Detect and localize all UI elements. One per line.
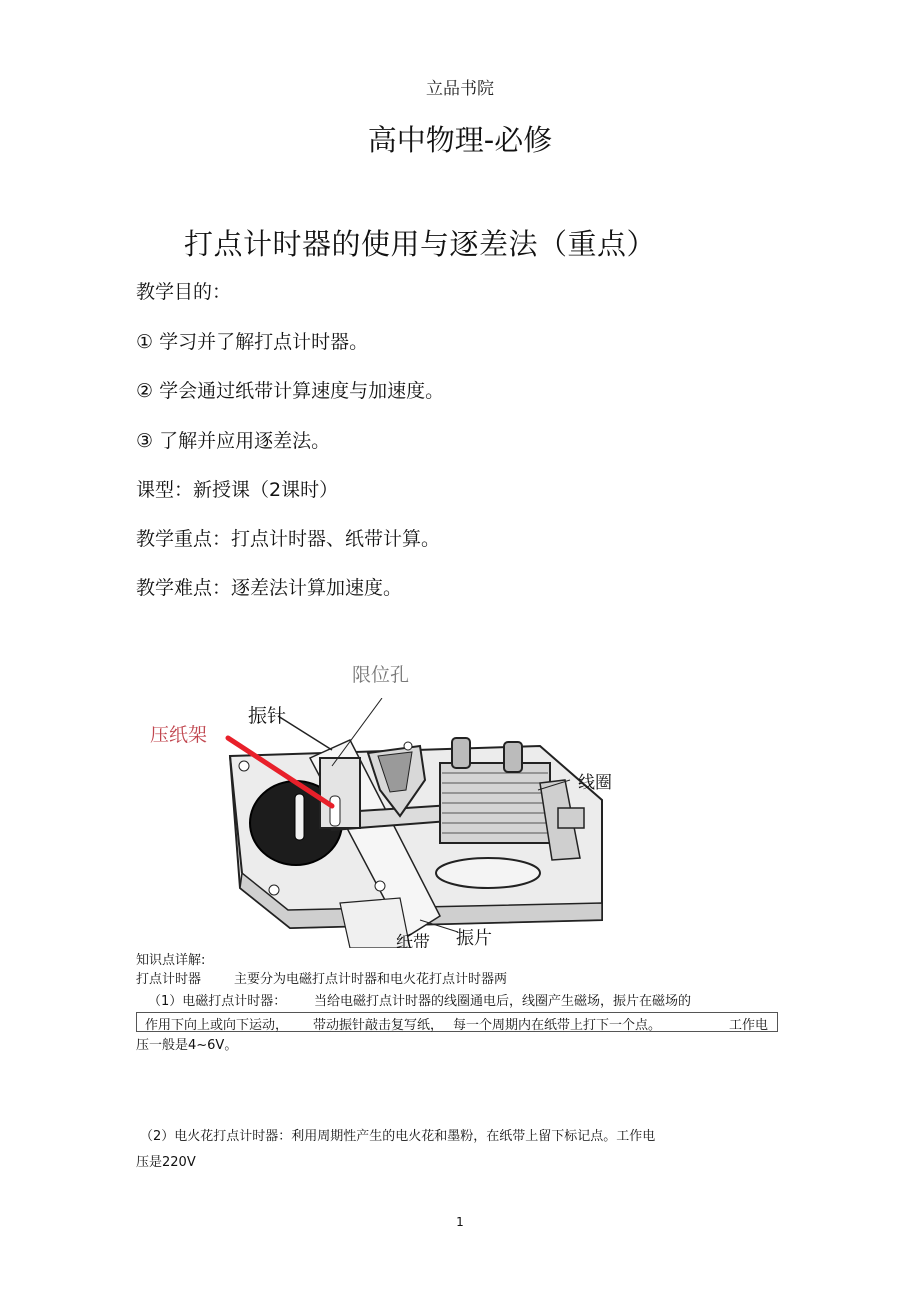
page-header: 立品书院 (426, 79, 494, 99)
label-coil: 线圈 (578, 773, 612, 793)
key-point: 教学重点：打点计时器、纸带计算。 (136, 528, 441, 550)
item1-box-d: 工作电 (729, 1018, 769, 1033)
item1-voltage: 压一般是4~6V。 (136, 1038, 238, 1053)
page-number: 1 (456, 1215, 464, 1229)
item2-line2: 压是220V (136, 1155, 196, 1170)
objective-item-2: ② 学会通过纸带计算速度与加速度。 (136, 380, 445, 402)
label-paper-tape: 纸带 (396, 933, 430, 948)
objectives-heading: 教学目的： (136, 281, 232, 303)
item1-text: 当给电磁打点计时器的线圈通电后，线圈产生磁场，振片在磁场的 (314, 994, 692, 1009)
intro-term: 打点计时器 (136, 972, 202, 987)
label-needle: 振针 (248, 705, 287, 727)
knowledge-heading: 知识点详解: (136, 953, 206, 968)
objective-item-3: ③ 了解并应用逐差法。 (136, 430, 331, 452)
label-vibrator: 振片 (456, 928, 492, 948)
highlighted-text-box (136, 1012, 778, 1032)
item1-box-c: 每一个周期内在纸带上打下一个点。 (453, 1018, 662, 1033)
lesson-title: 打点计时器的使用与逐差法（重点） (184, 227, 657, 261)
item1-box-b: 带动振针敲击复写纸， (313, 1018, 444, 1033)
item2-line1: （2）电火花打点计时器：利用周期性产生的电火花和墨粉，在纸带上留下标记点。工作电 (140, 1129, 656, 1144)
difficult-point: 教学难点：逐差法计算加速度。 (136, 577, 403, 599)
item1-box-a: 作用下向上或向下运动， (145, 1018, 289, 1033)
ticker-timer-illustration (220, 698, 622, 948)
ticker-timer-diagram (220, 698, 622, 948)
item1-lead: （1）电磁打点计时器： (148, 994, 287, 1009)
objective-item-1: ① 学习并了解打点计时器。 (136, 331, 369, 353)
lesson-type: 课型：新授课（2课时） (136, 479, 339, 501)
label-limit-hole: 限位孔 (352, 664, 410, 686)
label-paper-holder: 压纸架 (150, 724, 208, 746)
course-title: 高中物理-必修 (367, 123, 553, 157)
intro-text: 主要分为电磁打点计时器和电火花打点计时器两 (234, 972, 508, 987)
